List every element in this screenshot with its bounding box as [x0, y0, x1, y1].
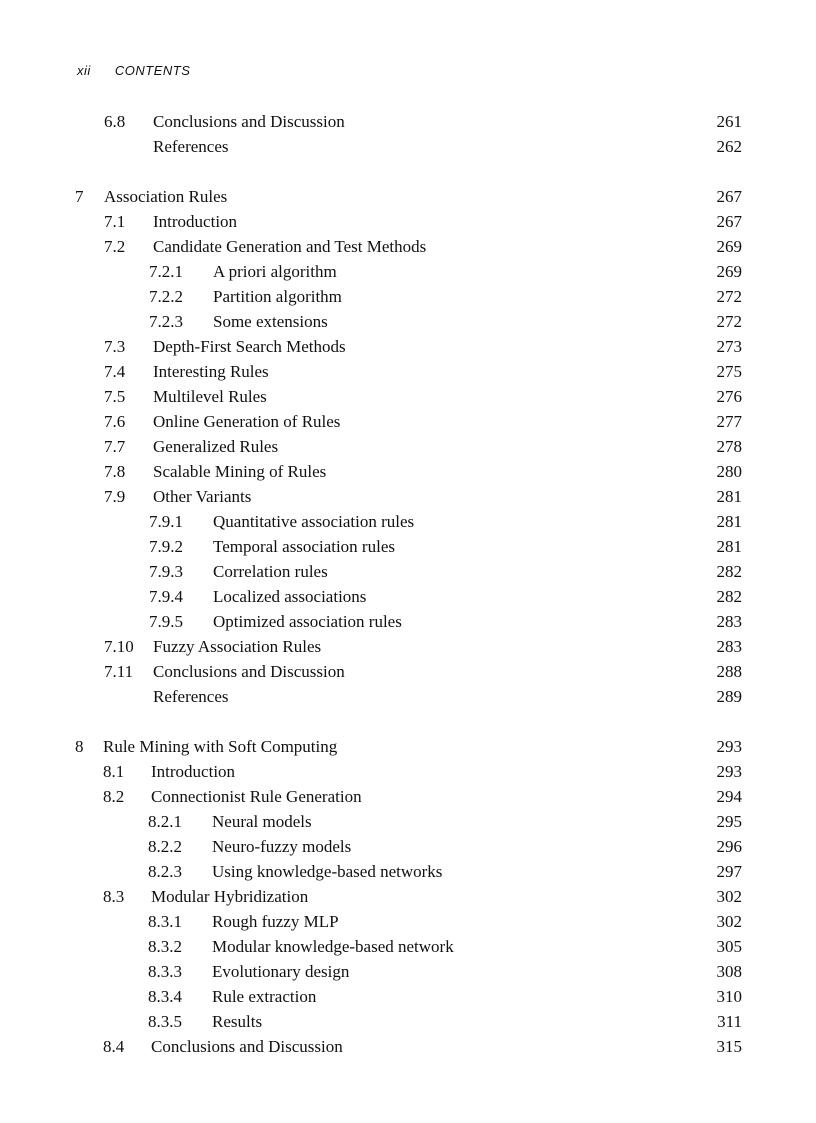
- toc-subsection-entry: [0, 259, 816, 284]
- toc-entry-page-number: 310: [716, 987, 742, 1006]
- toc-entry-title: Conclusions and Discussion: [153, 112, 345, 131]
- toc-entry-title: Optimized association rules: [213, 612, 402, 631]
- toc-entry-number: 7.9.3: [149, 562, 183, 581]
- toc-entry-page-number: 272: [716, 287, 742, 306]
- toc-section-entry: [0, 784, 816, 809]
- toc-entry-title: Depth-First Search Methods: [153, 337, 346, 356]
- toc-subsection-entry: [0, 809, 816, 834]
- toc-entry-page-number: 281: [716, 537, 742, 556]
- toc-entry-title: Modular knowledge-based network: [212, 937, 454, 956]
- toc-subsection-entry: [0, 534, 816, 559]
- toc-chapter-entry: [0, 734, 816, 759]
- toc-section-entry: [0, 234, 816, 259]
- toc-entry-title: Temporal association rules: [213, 537, 395, 556]
- toc-subsection-entry: [0, 859, 816, 884]
- toc-subsection-entry: [0, 609, 816, 634]
- toc-entry-title: Online Generation of Rules: [153, 412, 341, 431]
- toc-section-entry: [0, 109, 816, 134]
- toc-entry-title: Generalized Rules: [153, 437, 279, 456]
- toc-entry-number: 8.3.3: [148, 962, 182, 981]
- toc-entry-page-number: 297: [716, 862, 742, 881]
- toc-entry-number: 8.3.2: [148, 937, 182, 956]
- toc-section-entry: [0, 209, 816, 234]
- toc-entry-title: Neuro-fuzzy models: [212, 837, 352, 856]
- toc-entry-page-number: 294: [716, 787, 742, 806]
- toc-entry-page-number: 282: [716, 587, 742, 606]
- toc-entry-number: 7.3: [104, 337, 126, 356]
- toc-entry-title: Evolutionary design: [212, 962, 350, 981]
- toc-entry-page-number: 262: [716, 137, 742, 156]
- toc-entry-page-number: 283: [716, 637, 742, 656]
- toc-entry-number: 7.9: [104, 487, 126, 506]
- toc-entry-page-number: 293: [716, 762, 742, 781]
- toc-entry-number: 6.8: [104, 112, 126, 131]
- toc-entry-page-number: 267: [716, 187, 742, 206]
- toc-entry-title: Results: [212, 1012, 263, 1031]
- toc-entry-number: 8.2.3: [148, 862, 182, 881]
- toc-entry-number: 8.1: [103, 762, 125, 781]
- toc-entry-number: 7.1: [104, 212, 126, 231]
- toc-entry-number: 8.3.1: [148, 912, 182, 931]
- toc-entry-page-number: 277: [716, 412, 742, 431]
- toc-entry-number: 7.6: [104, 412, 126, 431]
- toc-entry-title: References: [153, 137, 229, 156]
- toc-entry-title: Rough fuzzy MLP: [212, 912, 339, 931]
- toc-entry-number: 7.2.3: [149, 312, 183, 331]
- toc-entry-title: Candidate Generation and Test Methods: [153, 237, 427, 256]
- toc-entry-number: 8: [75, 737, 84, 756]
- toc-section-entry: [0, 459, 816, 484]
- toc-section-entry: [0, 384, 816, 409]
- toc-entry-page-number: 296: [716, 837, 742, 856]
- toc-entry-number: 7.2.1: [149, 262, 183, 281]
- toc-entry-number: 8.2: [103, 787, 125, 806]
- toc-entry-page-number: 273: [716, 337, 742, 356]
- toc-entry-title: Conclusions and Discussion: [151, 1037, 343, 1056]
- toc-entry-number: 7.9.4: [149, 587, 183, 606]
- toc-section-entry: [0, 759, 816, 784]
- toc-entry-page-number: 283: [716, 612, 742, 631]
- toc-entry-page-number: 305: [716, 937, 742, 956]
- toc-section-entry: [0, 884, 816, 909]
- toc-entry-page-number: 281: [716, 487, 742, 506]
- toc-entry-number: 8.3.4: [148, 987, 182, 1006]
- toc-entry-number: 7.11: [104, 662, 134, 681]
- toc-entry-number: 7.9.5: [149, 612, 183, 631]
- toc-entry-page-number: 269: [716, 237, 742, 256]
- toc-entry-number: 7.2.2: [149, 287, 183, 306]
- toc-entry-page-number: 293: [716, 737, 742, 756]
- toc-entry-page-number: 302: [716, 887, 742, 906]
- toc-entry-title: Partition algorithm: [213, 287, 342, 306]
- toc-entry-number: 7.9.1: [149, 512, 183, 531]
- toc-entry-page-number: 295: [716, 812, 742, 831]
- toc-subsection-entry: [0, 1009, 816, 1034]
- toc-entry-number: 7.10: [104, 637, 134, 656]
- toc-entry-title: Using knowledge-based networks: [212, 862, 443, 881]
- toc-entry-page-number: 280: [716, 462, 742, 481]
- toc-references-entry: [0, 684, 816, 709]
- toc-section-entry: [0, 484, 816, 509]
- toc-entry-page-number: 289: [716, 687, 742, 706]
- toc-subsection-entry: [0, 509, 816, 534]
- toc-section-entry: [0, 334, 816, 359]
- toc-subsection-entry: [0, 909, 816, 934]
- toc-entry-number: 8.3.5: [148, 1012, 182, 1031]
- toc-subsection-entry: [0, 559, 816, 584]
- toc-section-entry: [0, 359, 816, 384]
- toc-entry-number: 8.4: [103, 1037, 125, 1056]
- toc-entry-number: 8.2.1: [148, 812, 182, 831]
- toc-entry-title: Modular Hybridization: [151, 887, 309, 906]
- toc-references-entry: [0, 134, 816, 159]
- toc-entry-title: Rule extraction: [212, 987, 317, 1006]
- toc-entry-number: 7.5: [104, 387, 126, 406]
- toc-entry-title: Scalable Mining of Rules: [153, 462, 327, 481]
- toc-entry-page-number: 267: [716, 212, 742, 231]
- toc-section-entry: [0, 659, 816, 684]
- toc-entry-title: Conclusions and Discussion: [153, 662, 345, 681]
- toc-subsection-entry: [0, 584, 816, 609]
- toc-entry-title: A priori algorithm: [213, 262, 337, 281]
- toc-entry-title: Connectionist Rule Generation: [151, 787, 362, 806]
- toc-entry-title: Interesting Rules: [153, 362, 269, 381]
- toc-entry-page-number: 276: [716, 387, 742, 406]
- toc-entry-page-number: 281: [716, 512, 742, 531]
- running-header: [77, 63, 190, 78]
- toc-entry-title: Neural models: [212, 812, 312, 831]
- toc-entry-number: 7.9.2: [149, 537, 183, 556]
- toc-entry-page-number: 311: [717, 1012, 742, 1031]
- toc-entry-page-number: 278: [716, 437, 742, 456]
- toc-subsection-entry: [0, 934, 816, 959]
- toc-entry-page-number: 261: [716, 112, 742, 131]
- toc-section-entry: [0, 434, 816, 459]
- toc-entry-page-number: 269: [716, 262, 742, 281]
- toc-chapter-entry: [0, 184, 816, 209]
- toc-section-entry: [0, 634, 816, 659]
- toc-entry-number: 8.2.2: [148, 837, 182, 856]
- toc-entry-page-number: 302: [716, 912, 742, 931]
- toc-entry-title: Other Variants: [153, 487, 252, 506]
- toc-section-entry: [0, 409, 816, 434]
- toc-section-entry: [0, 1034, 816, 1059]
- page-folio: xii: [77, 63, 91, 78]
- toc-entry-number: 7.4: [104, 362, 126, 381]
- toc-subsection-entry: [0, 834, 816, 859]
- toc-entry-page-number: 282: [716, 562, 742, 581]
- toc-entry-page-number: 275: [716, 362, 742, 381]
- toc-entry-title: References: [153, 687, 229, 706]
- toc-entry-title: Multilevel Rules: [153, 387, 267, 406]
- toc-entry-title: Correlation rules: [213, 562, 328, 581]
- toc-entry-title: Introduction: [153, 212, 238, 231]
- toc-entry-title: Quantitative association rules: [213, 512, 415, 531]
- toc-entry-title: Fuzzy Association Rules: [153, 637, 322, 656]
- toc-entry-number: 8.3: [103, 887, 125, 906]
- toc-entry-number: 7: [75, 187, 84, 206]
- toc-entry-number: 7.8: [104, 462, 126, 481]
- toc-subsection-entry: [0, 284, 816, 309]
- toc-subsection-entry: [0, 984, 816, 1009]
- toc-subsection-entry: [0, 309, 816, 334]
- running-title: CONTENTS: [114, 63, 191, 78]
- toc-entry-page-number: 272: [716, 312, 742, 331]
- toc-entry-title: Introduction: [151, 762, 236, 781]
- toc-subsection-entry: [0, 959, 816, 984]
- table-of-contents: [0, 109, 816, 1059]
- toc-entry-number: 7.2: [104, 237, 126, 256]
- toc-entry-title: Association Rules: [104, 187, 228, 206]
- toc-entry-title: Rule Mining with Soft Computing: [103, 737, 338, 756]
- toc-entry-title: Some extensions: [213, 312, 328, 331]
- toc-entry-page-number: 315: [716, 1037, 742, 1056]
- toc-entry-page-number: 288: [716, 662, 742, 681]
- toc-entry-page-number: 308: [716, 962, 742, 981]
- toc-entry-title: Localized associations: [213, 587, 367, 606]
- toc-entry-number: 7.7: [104, 437, 126, 456]
